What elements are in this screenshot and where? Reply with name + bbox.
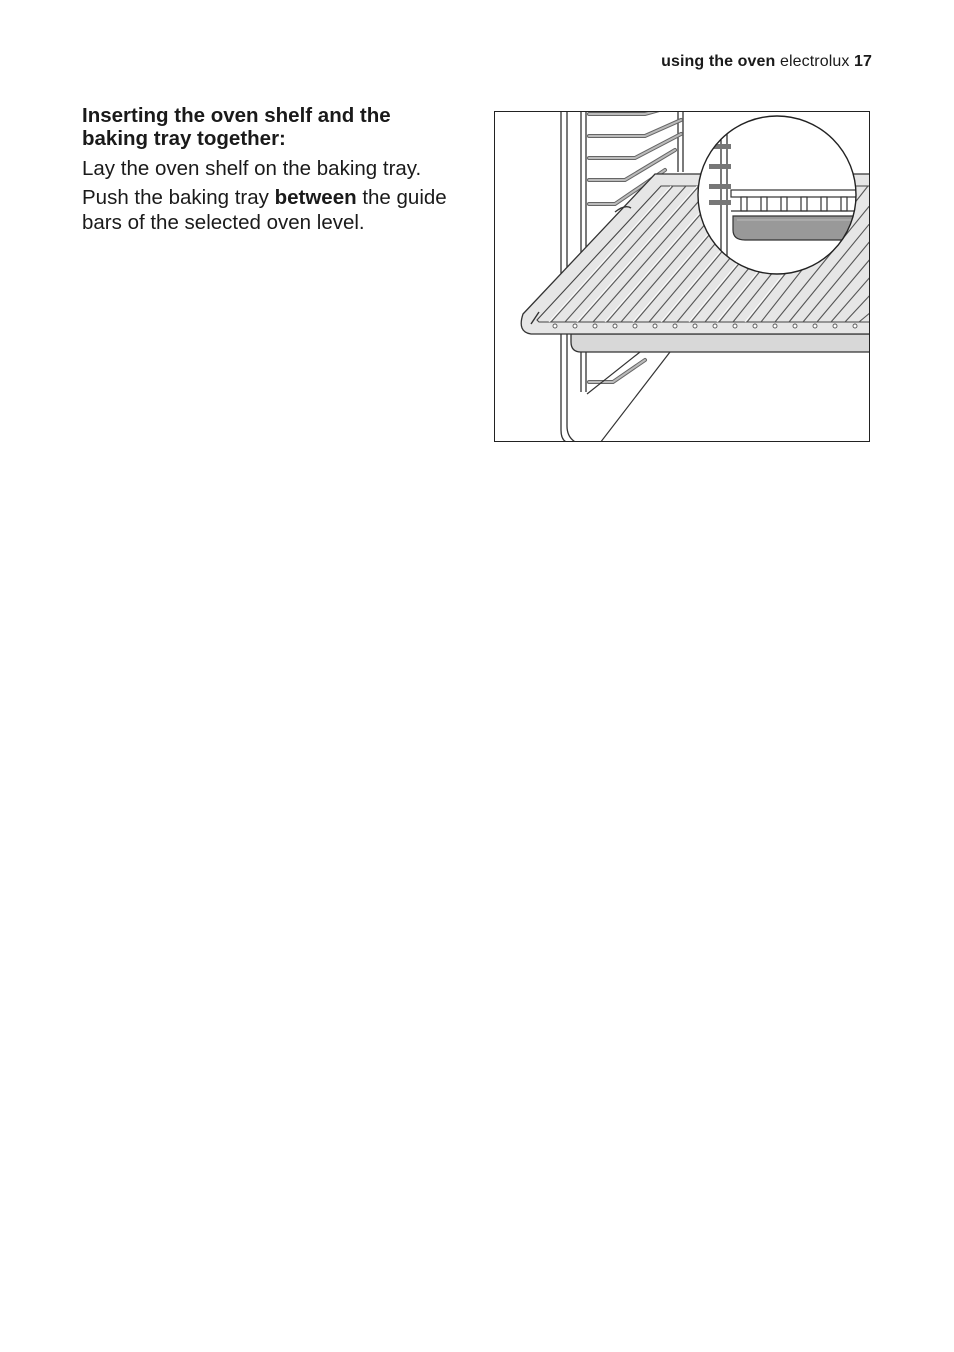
instruction-text-part: Push the baking tray [82,186,275,209]
header-brand: electrolux [779,53,850,70]
instruction-paragraph-1: Lay the oven shelf on the baking tray. [82,157,422,180]
running-header [661,53,872,71]
oven-shelf-and-tray-icon [495,112,870,442]
instruction-text-part: the guide bars of the selected oven level. [82,186,447,234]
instruction-paragraph-2 [82,185,462,235]
baking-tray [571,334,870,442]
instructions-column [82,104,462,235]
instruction-emphasis: between [274,186,357,209]
section-heading: Inserting the oven shelf and the baking tray together: [82,104,391,150]
oven-shelf-illustration [494,111,870,442]
page-number: 17 [854,53,872,70]
header-section-title: using the oven [661,53,776,70]
